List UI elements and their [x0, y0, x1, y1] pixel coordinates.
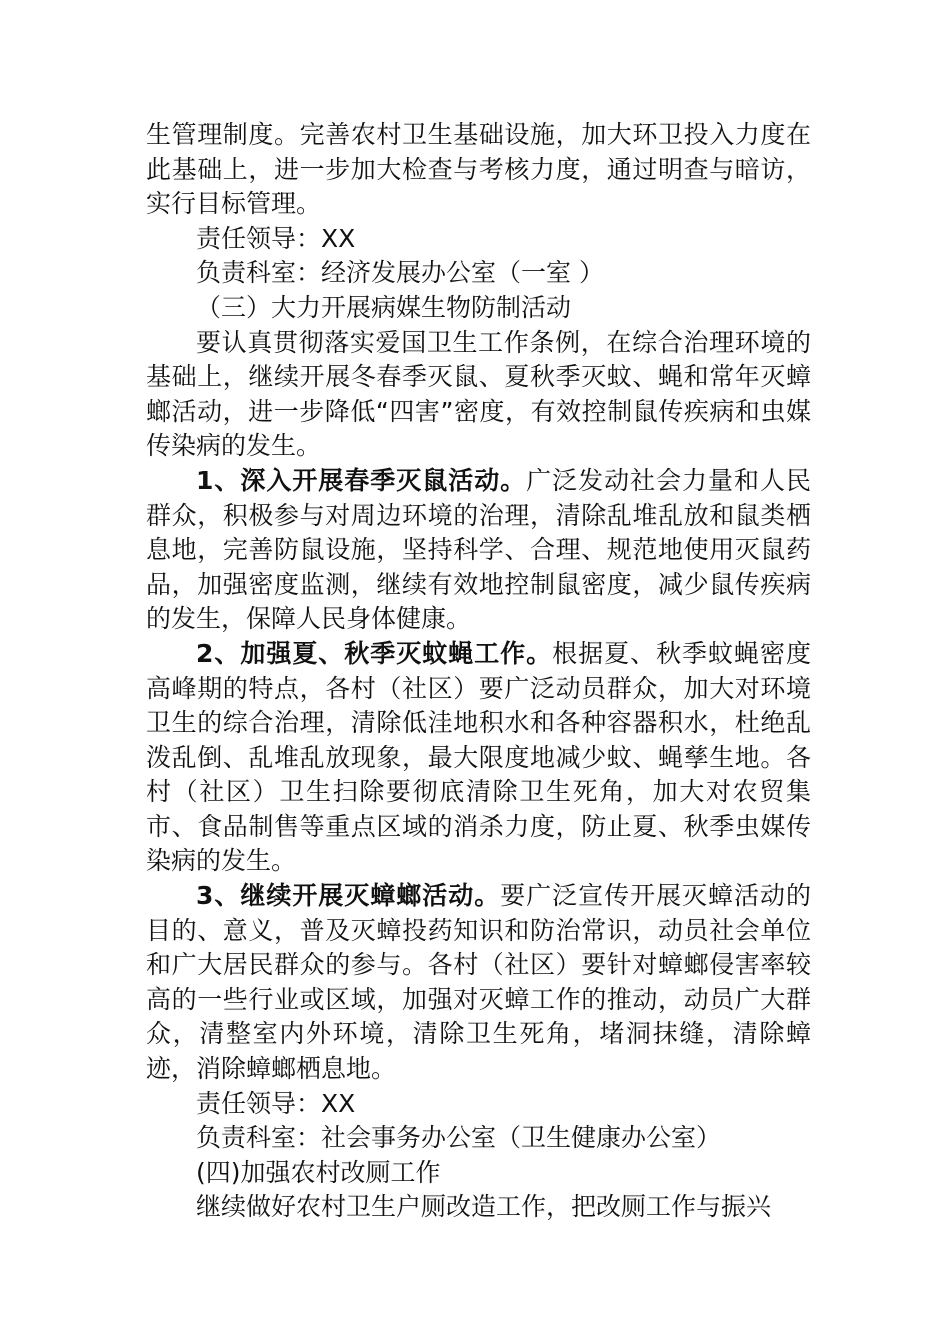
paragraph-text: 广泛发动社会力量和人民群众，积极参与对周边环境的治理，清除乱堆乱放和鼠类栖息地，完善防鼠设施，坚持科学、合理、规范地使用灭鼠药品，加强密度监测，继续有效地控制鼠密度，减少鼠传疾病的发生，保障人民身体健康。 — [146, 465, 811, 634]
paragraph-lead: 3、继续开展灭蟑螂活动。 — [196, 881, 501, 911]
paragraph-text: 负责科室：社会事务办公室（卫生健康办公室） — [196, 1123, 722, 1153]
document-page — [146, 118, 811, 1225]
paragraph-text: 要认真贯彻落实爱国卫生工作条例，在综合治理环境的基础上，继续开展冬春季灭鼠、夏秋季灭蚊、蝇和常年灭蟑螂活动，进一步降低“四害”密度，有效控制鼠传疾病和虫媒传染病的发生。 — [146, 327, 811, 461]
section-heading-vector-control — [146, 291, 811, 326]
paragraph-text: （三）大力开展病媒生物防制活动 — [196, 292, 572, 322]
paragraph-lead: 2、加强夏、秋季灭蚊蝇工作。 — [196, 638, 553, 668]
paragraph-text: 生管理制度。完善农村卫生基础设施，加大环卫投入力度在此基础上，进一步加大检查与考核力度，通过明查与暗访，实行目标管理。 — [146, 120, 811, 219]
paragraph-text: 负责科室：经济发展办公室（一室 ） — [196, 258, 604, 288]
paragraph-text: 责任领导：XX — [196, 223, 356, 253]
paragraph-text: 继续做好农村卫生户厕改造工作，把改厕工作与振兴 — [196, 1192, 772, 1222]
paragraph-cockroach-control — [146, 879, 811, 1087]
paragraph-text: 要广泛宣传开展灭蟑活动的目的、意义，普及灭蟑投药知识和防治常识，动员社会单位和广大居民群众的参与。各村（社区）要针对蟑螂侵害率较高的一些行业或区域，加强对灭蟑工作的推动，动员广大群众，清整室内外环境，清除卫生死角，堵洞抹缝，清除蟑迹，消除蟑螂栖息地。 — [146, 881, 811, 1084]
paragraph-rodent-control — [146, 464, 811, 637]
paragraph-management-system — [146, 118, 811, 222]
paragraph-text: 责任领导：XX — [196, 1088, 356, 1118]
responsible-leader-line — [146, 222, 811, 257]
responsible-leader-line — [146, 1087, 811, 1122]
responsible-office-line — [146, 1121, 811, 1156]
paragraph-mosquito-fly-control — [146, 637, 811, 879]
paragraph-text: 根据夏、秋季蚊蝇密度高峰期的特点，各村（社区）要广泛动员群众，加大对环境卫生的综合治理，清除低洼地积水和各种容器积水，杜绝乱泼乱倒、乱堆乱放现象，最大限度地减少蚊、蝇孳生地。各村（社区）卫生扫除要彻底清除卫生死角，加大对农贸集市、食品制售等重点区域的消杀力度，防止夏、秋季虫媒传染病的发生。 — [146, 638, 811, 876]
paragraph-lead: 1、深入开展春季灭鼠活动。 — [196, 465, 527, 495]
paragraph-vector-control-intro — [146, 326, 811, 464]
section-heading-toilet-reform — [146, 1156, 811, 1191]
paragraph-toilet-reform — [146, 1190, 811, 1225]
responsible-office-line — [146, 256, 811, 291]
paragraph-text: (四)加强农村改厕工作 — [196, 1157, 441, 1187]
